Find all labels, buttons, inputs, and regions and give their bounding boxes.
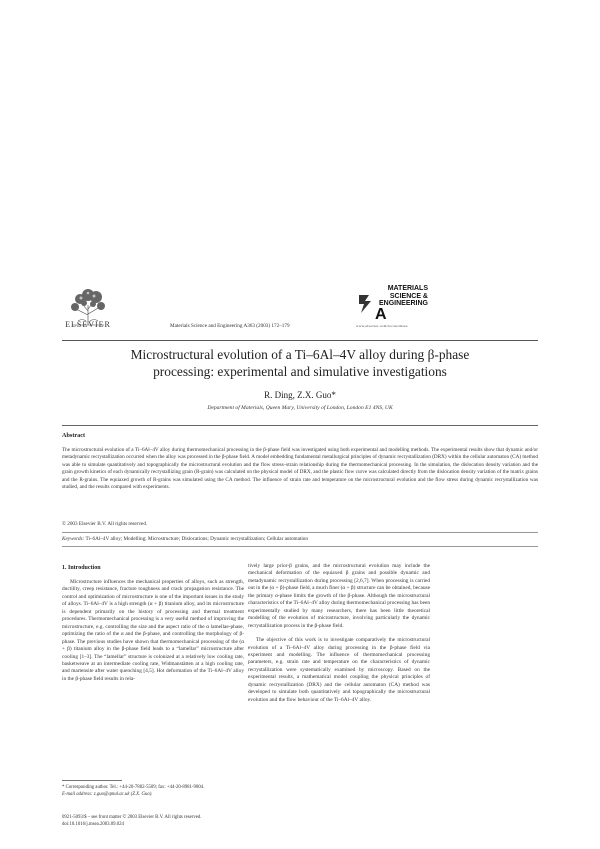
keywords-label: Keywords:	[62, 536, 85, 542]
journal-logo-letter: A	[375, 306, 387, 323]
publisher-name: ELSEVIER	[65, 320, 111, 329]
title-line: processing: experimental and simulative investigations	[153, 364, 447, 379]
email-note: E-mail address: z.guo@qmul.ac.uk (Z.X. Guo).	[62, 792, 153, 797]
copyright: © 2003 Elsevier B.V. All rights reserved.	[62, 521, 148, 527]
front-matter	[62, 814, 262, 828]
corresponding-author-note: * Corresponding author. Tel.: +44-20-7882-5509; fax: +44-20-8981-9804.	[62, 785, 205, 790]
journal-reference: Materials Science and Engineering A363 (2003) 172–179	[170, 323, 290, 329]
journal-logo-word: ENGINEERING	[378, 300, 428, 307]
right-column	[248, 563, 430, 704]
paragraph: Microstructure influences the mechanical properties of alloys, such as strength, ductility, creep resistance, fracture toughness and crack propagation resistance. The control and optimization of microstructure is one of the important issues in the study of alloys. Ti–6Al–4V is a high strength (α + β) titanium alloy, and its microstructure is dependent primarily on the history of processing and thermal treatment procedures. Thermomechanical processing is a very useful method of improving the microstructure, e.g. controlling the size and the aspect ratio of the α lamellae-phase, optimizing the ratio of the α and the β-phase, and controlling the morphology of β-phase. The previous studies have shown that thermomechanical processing of the (α + β) titanium alloy in the β-phase field leads to a “lamellar” microstructure after cooling [1–3]. The “lamellar” structure is colonized at a relatively low cooling rate, basketweave at an intermediate cooling rate, Widmanstätten at a high cooling rate, and martensite after water quenching [4,5]. Hot deformation of the Ti–6Al–4V alloy in the β-phase field results in rela-	[62, 579, 244, 682]
journal-logo-word: MATERIALS	[387, 285, 428, 292]
doi: doi:10.1016/j.msea.2003.09.024	[62, 822, 124, 827]
affiliation: Department of Materials, Queen Mary, University of London, London E1 4NS, UK	[207, 405, 393, 411]
front-matter-line: 0921-5093/$ – see front matter © 2003 Elsevier B.V. All rights reserved.	[62, 815, 202, 820]
journal-logo-word: SCIENCE &	[389, 292, 428, 300]
article-title	[70, 346, 530, 380]
paragraph: tively large prior-β grains, and the microstructural evolution may include the mechanical deformation of the equiaxed β grains and possible dynamic and metadynamic recrystallization during processing [2,6,7]. When processing is carried out in the (α + β)-phase field, a much finer (α + β) structure can be obtained, because the primary α-phase limits the growth of the β-phase. Although the microstructural characteristics of the Ti–6Al–4V alloy during thermomechanical processing has been experimentally studied by many researchers, there has been little theoretical modelling of the evolution of microstructure, involving particularly the dynamic recrystallization process in the β-phase field.	[248, 563, 430, 629]
journal-url: www.elsevier.com/locate/msea	[356, 324, 408, 328]
abstract-text: The microstructural evolution of a Ti–6Al–4V alloy during thermomechanical processing in the β-phase field was investigated using both experimental and modelling methods. The experimental results show that dynamic and/or metadynamic recrystallization occurred when the alloy was processed in the β-phase field. A model embedding fundamental metallurgical principles of dynamic recrystallization (DRX) within the cellular automaton (CA) method was able to simulate quantitatively and topographically the microstructural evolution and the flow stress–strain relationship during the thermomechanical processing. In the simulation, the dislocation density variation and the grain growth kinetics of each dynamically recrystallizing grain (R-grain) was calculated on the physical model of DRX, and the plastic flow curve was calculated directly from the dislocation density variation of the matrix grains and the R-grains. The equiaxed growth of R-grains was simulated using the CA method. The influence of strain rate and temperature on the microstructural evolution and the flow stress during dynamic recrystallization was studied, and the results compared with experiments.	[62, 447, 538, 491]
left-column	[62, 579, 244, 683]
divider	[62, 425, 538, 426]
keywords-list: Ti–6Al–4V alloy; Modelling; Microstructure; Dislocations; Dynamic recrystallization; Cellular automation	[84, 536, 308, 542]
footnote-divider	[62, 780, 122, 781]
keywords	[62, 536, 538, 542]
divider	[62, 546, 538, 547]
abstract-heading: Abstract	[62, 432, 86, 439]
paragraph: The objective of this work is to investigate comparatively the microstructural evolution of a Ti–6Al–4V alloy during processing in the β-phase field via experiment and modelling. The influence of thermomechanical processing parameters, e.g. strain rate and temperature on the characteristics of dynamic recrystallization were systematically examined by microscopy. Based on the experimental results, a mathematical model coupling the physical principles of dynamic recrystallization (DRX) and the cellular automaton (CA) method was developed to simulate both quantitatively and topographically the microstructural evolution and the flow behaviour of the Ti–6Al–4V alloy.	[248, 637, 430, 703]
footnotes	[62, 784, 246, 798]
title-line: Microstructural evolution of a Ti–6Al–4V alloy during β-phase	[130, 347, 470, 362]
header-divider	[62, 340, 538, 341]
divider	[62, 532, 538, 533]
section-heading: 1. Introduction	[62, 565, 101, 571]
authors: R. Ding, Z.X. Guo*	[264, 390, 336, 400]
